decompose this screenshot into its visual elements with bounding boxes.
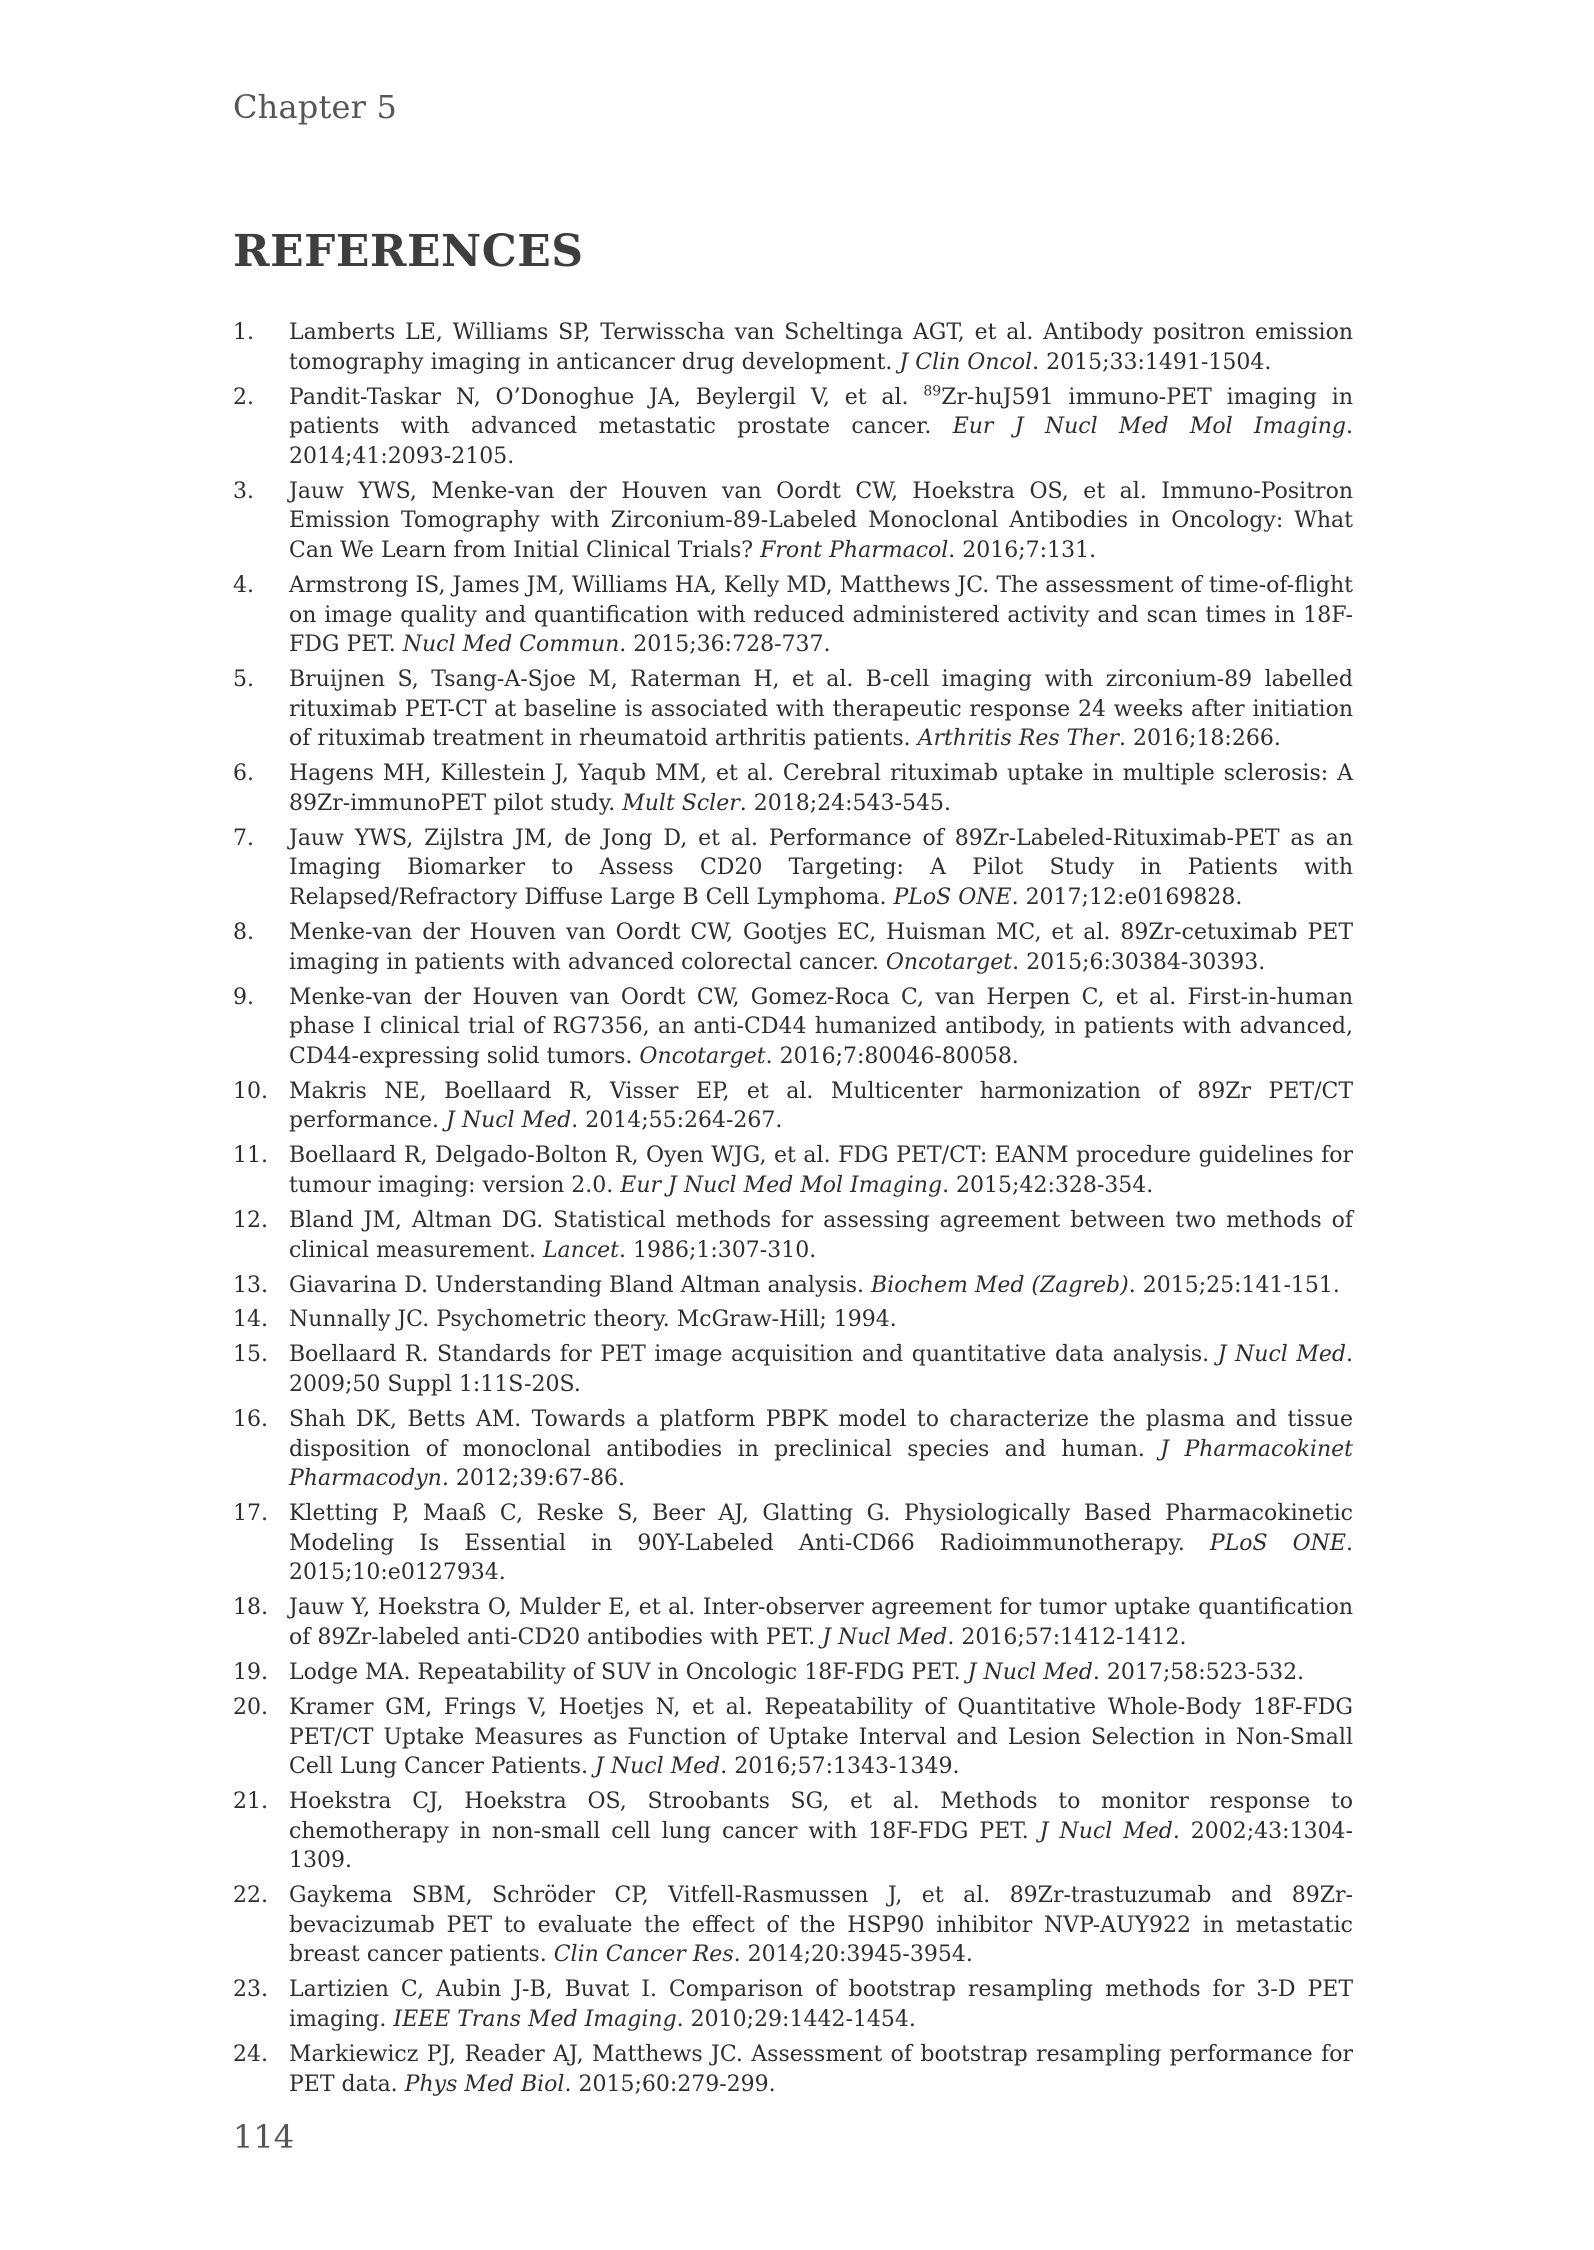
reference-number: 23. bbox=[233, 1977, 268, 2003]
reference-text: Armstrong IS, James JM, Williams HA, Kelly MD, Matthews JC. The assessment of time-of-flight on image quality and quantification with reduced administered activity and scan times in 18F-FDG PET. Nucl Med Commun. 2015;36:728-737. bbox=[289, 572, 1353, 658]
reference-journal: Eur J Nucl Med Mol Imaging bbox=[952, 414, 1346, 440]
reference-item bbox=[233, 1305, 1353, 1335]
reference-journal: Nucl Med Commun bbox=[402, 632, 620, 658]
reference-journal: Eur J Nucl Med Mol Imaging bbox=[620, 1172, 943, 1198]
reference-journal: Biochem Med (Zagreb) bbox=[871, 1272, 1129, 1298]
reference-item bbox=[233, 665, 1353, 754]
reference-journal: J Nucl Med bbox=[1039, 1818, 1173, 1844]
reference-item bbox=[233, 1340, 1353, 1399]
reference-item bbox=[233, 571, 1353, 660]
reference-text: Gaykema SBM, Schröder CP, Vitfell-Rasmussen J, et al. 89Zr-trastuzumab and 89Zr-bevacizumab PET to evaluate the effect of the HSP90 inhibitor NVP-AUY922 in metastatic breast cancer patients. Clin Cancer Res. 2014;20:3945-3954. bbox=[289, 1883, 1353, 1968]
reference-journal: Oncotarget bbox=[639, 1043, 766, 1069]
reference-journal: Mult Scler bbox=[622, 790, 740, 816]
reference-number: 7. bbox=[233, 825, 254, 851]
reference-item bbox=[233, 383, 1353, 472]
reference-item bbox=[233, 1975, 1353, 2034]
reference-item bbox=[233, 759, 1353, 818]
reference-item bbox=[233, 318, 1353, 377]
reference-text: Bruijnen S, Tsang-A-Sjoe M, Raterman H, et al. B-cell imaging with zirconium-89 labelled rituximab PET-CT at baseline is associated with therapeutic response 24 weeks after initiation of rituximab treatment in rheumatoid arthritis patients. Arthritis Res Ther. 2016;18:266. bbox=[289, 667, 1353, 752]
reference-number: 1. bbox=[233, 320, 254, 345]
reference-number: 20. bbox=[233, 1694, 268, 1720]
reference-number: 19. bbox=[233, 1659, 268, 1685]
reference-list bbox=[233, 318, 1353, 2105]
reference-item bbox=[233, 1693, 1353, 1782]
reference-number: 12. bbox=[233, 1207, 268, 1233]
running-head-chapter: Chapter 5 bbox=[233, 88, 398, 126]
reference-journal: J Nucl Med bbox=[595, 1754, 721, 1780]
reference-text: Hoekstra CJ, Hoekstra OS, Stroobants SG, et al. Methods to monitor response to chemotherapy in non-small cell lung cancer with 18F-FDG PET. J Nucl Med. 2002;43:1304-1309. bbox=[289, 1789, 1353, 1874]
reference-text: Kramer GM, Frings V, Hoetjes N, et al. Repeatability of Quantitative Whole-Body 18F-FDG PET/CT Uptake Measures as Function of Uptake Interval and Lesion Selection in Non-Small Cell Lung Cancer Patients. J Nucl Med. 2016;57:1343-1349. bbox=[289, 1694, 1353, 1780]
reference-text: Menke-van der Houven van Oordt CW, Gomez-Roca C, van Herpen C, et al. First-in-human phase I clinical trial of RG7356, an anti-CD44 humanized antibody, in patients with advanced, CD44-expressing solid tumors. Oncotarget. 2016;7:80046-80058. bbox=[289, 984, 1353, 1069]
reference-text: Makris NE, Boellaard R, Visser EP, et al. Multicenter harmonization of 89Zr PET/CT performance. J Nucl Med. 2014;55:264-267. bbox=[289, 1078, 1353, 1134]
reference-text: Jauw YWS, Menke-van der Houven van Oordt CW, Hoekstra OS, et al. Immuno-Positron Emission Tomography with Zirconium-89-Labeled Monoclonal Antibodies in Oncology: What Can We Learn from Initial Clinical Trials? Front Pharmacol. 2016;7:131. bbox=[289, 478, 1353, 563]
reference-number: 9. bbox=[233, 984, 254, 1010]
page-number: 114 bbox=[233, 2118, 295, 2156]
reference-journal: Lancet bbox=[542, 1237, 620, 1263]
reference-number: 5. bbox=[233, 667, 254, 693]
reference-number: 24. bbox=[233, 2042, 268, 2068]
reference-journal: PLoS ONE bbox=[1209, 1530, 1346, 1556]
reference-item bbox=[233, 1141, 1353, 1200]
reference-item bbox=[233, 1787, 1353, 1876]
reference-text: Hagens MH, Killestein J, Yaqub MM, et al. Cerebral rituximab uptake in multiple sclerosis: A 89Zr-immunoPET pilot study. Mult Scler. 2018;24:543-545. bbox=[289, 761, 1353, 816]
reference-text: Bland JM, Altman DG. Statistical methods for assessing agreement between two methods of clinical measurement. Lancet. 1986;1:307-310. bbox=[289, 1207, 1353, 1263]
reference-number: 2. bbox=[233, 384, 254, 410]
reference-number: 10. bbox=[233, 1078, 268, 1104]
reference-item bbox=[233, 1206, 1353, 1265]
reference-text: Shah DK, Betts AM. Towards a platform PBPK model to characterize the plasma and tissue disposition of monoclonal antibodies in preclinical species and human. J Pharmacokinet Pharmacodyn. 2012;39:67-86. bbox=[289, 1407, 1353, 1492]
reference-text: Lodge MA. Repeatability of SUV in Oncologic 18F-FDG PET. J Nucl Med. 2017;58:523-532. bbox=[289, 1659, 1305, 1685]
reference-item bbox=[233, 1499, 1353, 1588]
isotope-superscript: 89 bbox=[923, 383, 942, 400]
reference-journal: J Pharmacokinet Pharmacodyn bbox=[289, 1436, 1353, 1492]
reference-number: 22. bbox=[233, 1883, 268, 1909]
reference-journal: J Nucl Med bbox=[446, 1108, 572, 1134]
reference-journal: J Nucl Med bbox=[822, 1624, 948, 1650]
reference-journal: Phys Med Biol bbox=[404, 2071, 565, 2097]
reference-item bbox=[233, 477, 1353, 566]
reference-text: Nunnally JC. Psychometric theory. McGraw-Hill; 1994. bbox=[289, 1307, 897, 1333]
reference-item bbox=[233, 918, 1353, 977]
reference-journal: J Nucl Med bbox=[1217, 1342, 1347, 1368]
section-title: REFERENCES bbox=[233, 226, 584, 277]
reference-text: Boellaard R, Delgado-Bolton R, Oyen WJG, et al. FDG PET/CT: EANM procedure guidelines for tumour imaging: version 2.0. Eur J Nucl Med Mol Imaging. 2015;42:328-354. bbox=[289, 1143, 1353, 1198]
reference-journal: PLoS ONE bbox=[893, 885, 1012, 911]
reference-text: Boellaard R. Standards for PET image acquisition and quantitative data analysis. J Nucl Med. 2009;50 Suppl 1:11S-20S. bbox=[289, 1342, 1354, 1398]
reference-journal: Arthritis Res Ther bbox=[917, 726, 1120, 752]
reference-item bbox=[233, 1077, 1353, 1136]
reference-item bbox=[233, 2040, 1353, 2099]
reference-text: Pandit-Taskar N, O’Donoghue JA, Beylergil V, et al. $^{89}$Zr-huJ591 immuno-PET imaging in patients with advanced metastatic prostate cancer. Eur J Nucl Med Mol Imaging. 2014;41:2093-2105. bbox=[289, 383, 1353, 469]
reference-item bbox=[233, 1405, 1353, 1494]
reference-text: Kletting P, Maaß C, Reske S, Beer AJ, Glatting G. Physiologically Based Pharmacokinetic Modeling Is Essential in 90Y-Labeled Anti-CD66 Radioimmunotherapy. PLoS ONE. 2015;10:e0127934. bbox=[289, 1501, 1353, 1586]
reference-number: 13. bbox=[233, 1272, 268, 1298]
reference-number: 8. bbox=[233, 920, 254, 946]
reference-journal: IEEE Trans Med Imaging bbox=[393, 2007, 677, 2033]
reference-item bbox=[233, 983, 1353, 1072]
reference-number: 15. bbox=[233, 1342, 268, 1368]
reference-journal: Front Pharmacol bbox=[760, 537, 949, 563]
reference-journal: J Nucl Med bbox=[967, 1659, 1093, 1685]
reference-number: 4. bbox=[233, 572, 254, 598]
reference-number: 6. bbox=[233, 761, 254, 787]
reference-number: 17. bbox=[233, 1501, 268, 1527]
reference-text: Markiewicz PJ, Reader AJ, Matthews JC. Assessment of bootstrap resampling performance for PET data. Phys Med Biol. 2015;60:279-299. bbox=[289, 2042, 1353, 2097]
reference-item bbox=[233, 1881, 1353, 1970]
reference-text: Lartizien C, Aubin J-B, Buvat I. Comparison of bootstrap resampling methods for 3-D PET imaging. IEEE Trans Med Imaging. 2010;29:1442-1454. bbox=[289, 1977, 1353, 2033]
reference-number: 11. bbox=[233, 1143, 268, 1169]
reference-journal: J Clin Oncol bbox=[899, 349, 1033, 375]
reference-text: Giavarina D. Understanding Bland Altman analysis. Biochem Med (Zagreb). 2015;25:141-151. bbox=[289, 1272, 1340, 1298]
reference-text: Jauw YWS, Zijlstra JM, de Jong D, et al. Performance of 89Zr-Labeled-Rituximab-PET as an Imaging Biomarker to Assess CD20 Targeting: A Pilot Study in Patients with Relapsed/Refractory Diffuse Large B Cell Lymphoma. PLoS ONE. 2017;12:e0169828. bbox=[289, 825, 1353, 911]
reference-number: 21. bbox=[233, 1789, 268, 1815]
reference-item bbox=[233, 1271, 1353, 1301]
reference-journal: Clin Cancer Res bbox=[553, 1942, 734, 1968]
reference-item bbox=[233, 1658, 1353, 1688]
reference-text: Menke-van der Houven van Oordt CW, Gootjes EC, Huisman MC, et al. 89Zr-cetuximab PET imaging in patients with advanced colorectal cancer. Oncotarget. 2015;6:30384-30393. bbox=[289, 920, 1353, 975]
reference-text: Lamberts LE, Williams SP, Terwisscha van Scheltinga AGT, et al. Antibody positron emission tomography imaging in anticancer drug development. J Clin Oncol. 2015;33:1491-1504. bbox=[289, 320, 1353, 375]
reference-item bbox=[233, 1593, 1353, 1652]
reference-number: 16. bbox=[233, 1407, 268, 1433]
reference-item bbox=[233, 824, 1353, 913]
reference-number: 3. bbox=[233, 478, 254, 504]
reference-number: 18. bbox=[233, 1595, 268, 1621]
reference-text: Jauw Y, Hoekstra O, Mulder E, et al. Inter-observer agreement for tumor uptake quantification of 89Zr-labeled anti-CD20 antibodies with PET. J Nucl Med. 2016;57:1412-1412. bbox=[289, 1595, 1353, 1650]
reference-journal: Oncotarget bbox=[885, 949, 1013, 975]
reference-number: 14. bbox=[233, 1307, 268, 1333]
